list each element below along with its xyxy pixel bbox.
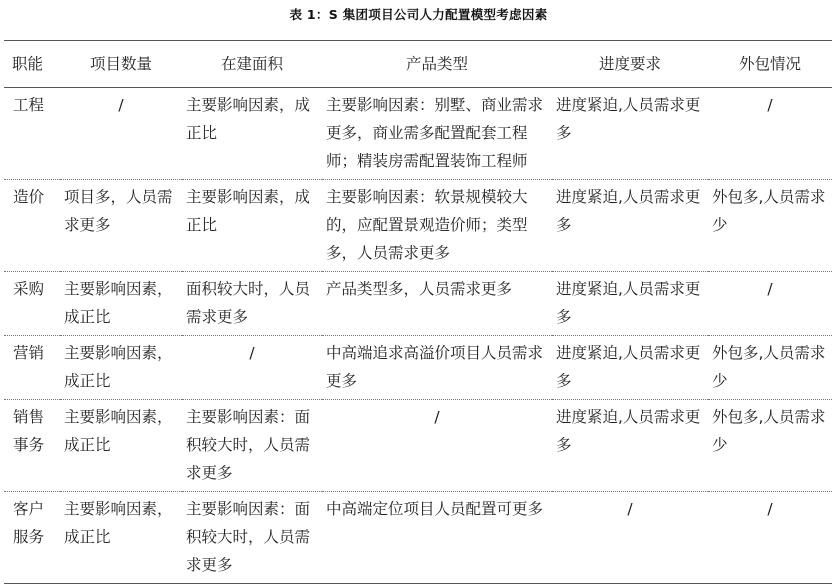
table-row: [4, 492, 832, 584]
table-cell: 中高端追求高溢价项目人员需求更多: [322, 336, 552, 400]
factor-table: [4, 40, 832, 584]
table-cell: 进度紧迫,人员需求更多: [552, 400, 708, 492]
table-cell: 主要影响因素，成正比: [60, 400, 182, 492]
role-cell: 造价: [4, 180, 60, 272]
header-row: [4, 41, 832, 88]
table-cell: 进度紧迫,人员需求更多: [552, 88, 708, 180]
table-cell: /: [322, 400, 552, 492]
role-cell: 采购: [4, 272, 60, 336]
table-cell: 主要影响因素，成正比: [60, 272, 182, 336]
table-row: [4, 272, 832, 336]
table-row: [4, 88, 832, 180]
table-cell: 面积较大时，人员需求更多: [182, 272, 322, 336]
role-cell: 销售事务: [4, 400, 60, 492]
table-cell: 外包多,人员需求少: [708, 180, 832, 272]
table-cell: 进度紧迫,人员需求更多: [552, 336, 708, 400]
table-cell: 主要影响因素：面积较大时，人员需求更多: [182, 400, 322, 492]
table-cell: 进度紧迫,人员需求更多: [552, 272, 708, 336]
table-cell: 产品类型多，人员需求更多: [322, 272, 552, 336]
table-cell: /: [708, 88, 832, 180]
table-cell: 主要影响因素，成正比: [60, 336, 182, 400]
table-caption: 表 1：S 集团项目公司人力配置模型考虑因素: [289, 7, 548, 22]
table-cell: 主要影响因素，成正比: [182, 180, 322, 272]
header-cell-schedule: 进度要求: [552, 41, 708, 88]
table-cell: 项目多，人员需求更多: [60, 180, 182, 272]
header-cell-role: 职能: [4, 41, 60, 88]
role-cell: 客户服务: [4, 492, 60, 584]
table-cell: /: [182, 336, 322, 400]
table-cell: /: [708, 492, 832, 584]
table-cell: 主要影响因素，成正比: [60, 492, 182, 584]
header-cell-project-count: 项目数量: [60, 41, 182, 88]
table-cell: 外包多,人员需求少: [708, 400, 832, 492]
table-cell: 主要影响因素：别墅、商业需求更多，商业需多配置配套工程师；精装房需配置装饰工程师: [322, 88, 552, 180]
table-cell: /: [708, 272, 832, 336]
table-cell: 主要影响因素，成正比: [182, 88, 322, 180]
table-cell: 主要影响因素：软景规模较大的，应配置景观造价师；类型多，人员需求更多: [322, 180, 552, 272]
header-cell-product-type: 产品类型: [322, 41, 552, 88]
table-cell: 外包多,人员需求少: [708, 336, 832, 400]
table-row: [4, 400, 832, 492]
table-cell: 主要影响因素：面积较大时，人员需求更多: [182, 492, 322, 584]
role-cell: 工程: [4, 88, 60, 180]
table-cell: 中高端定位项目人员配置可更多: [322, 492, 552, 584]
header-cell-area: 在建面积: [182, 41, 322, 88]
table-cell: /: [552, 492, 708, 584]
role-cell: 营销: [4, 336, 60, 400]
table-row: [4, 336, 832, 400]
table-cell: 进度紧迫,人员需求更多: [552, 180, 708, 272]
table-cell: /: [60, 88, 182, 180]
table-row: [4, 180, 832, 272]
header-cell-outsourcing: 外包情况: [708, 41, 832, 88]
